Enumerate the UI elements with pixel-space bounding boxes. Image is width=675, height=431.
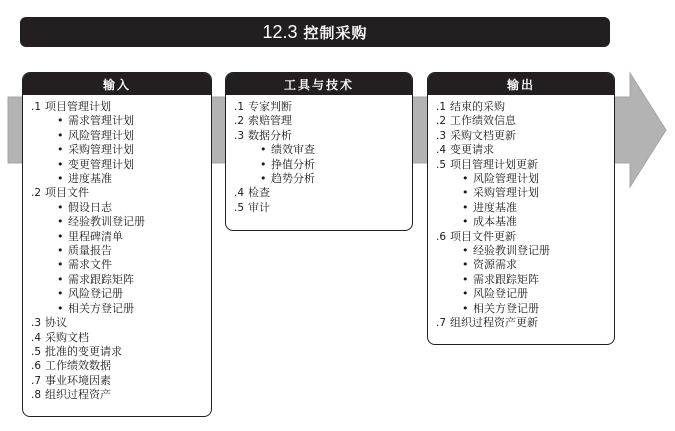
item-label: 数据分析 <box>248 128 292 142</box>
inputs-sub-item <box>31 172 205 186</box>
sub-item-label: 风险管理计划 <box>473 172 539 186</box>
sub-item-label: 挣值分析 <box>271 157 315 171</box>
sub-item-label: 变更管理计划 <box>68 157 134 171</box>
outputs-sub-item <box>436 258 608 272</box>
outputs-list <box>428 95 614 335</box>
sub-item-label: 相关方登记册 <box>473 301 539 315</box>
inputs-item <box>31 345 205 359</box>
sub-item-label: 需求跟踪矩阵 <box>473 272 539 286</box>
item-label: 结束的采购 <box>450 100 505 113</box>
inputs-box <box>22 72 212 417</box>
process-title-bar <box>20 17 610 47</box>
item-number: .8 <box>31 389 42 402</box>
sub-item-label: 假设日志 <box>68 200 112 214</box>
inputs-sub-item <box>31 273 205 287</box>
sub-item-label: 需求文件 <box>68 258 112 272</box>
outputs-sub-item <box>436 244 608 258</box>
item-label: 变更请求 <box>450 143 494 157</box>
sub-item-label: 趋势分析 <box>271 172 315 186</box>
inputs-item <box>31 100 205 114</box>
item-label: 组织过程资产更新 <box>450 316 538 330</box>
inputs-item <box>31 186 205 200</box>
bullet-icon: • <box>462 172 469 186</box>
inputs-sub-item <box>31 287 205 301</box>
sub-item-label: 经验教训登记册 <box>473 244 550 258</box>
sub-item-label: 成本基准 <box>473 215 517 229</box>
item-number: .6 <box>31 360 42 373</box>
bullet-icon: • <box>57 229 64 243</box>
sub-item-label: 需求管理计划 <box>68 114 134 128</box>
bullet-icon: • <box>57 157 64 171</box>
item-number: .5 <box>31 345 42 358</box>
bullet-icon: • <box>462 215 469 229</box>
item-label: 专家判断 <box>248 100 292 113</box>
item-number: .1 <box>436 101 447 113</box>
bullet-icon: • <box>57 272 64 286</box>
item-label: 批准的变更请求 <box>45 344 122 358</box>
sub-item-label: 进度基准 <box>473 200 517 214</box>
outputs-box <box>427 72 615 345</box>
item-number: .6 <box>436 230 447 243</box>
outputs-header: 输出 <box>428 73 614 95</box>
tools-list <box>226 95 412 219</box>
sub-item-label: 里程碑清单 <box>68 229 123 243</box>
inputs-list <box>23 95 211 407</box>
tools-sub-item <box>234 158 406 172</box>
inputs-sub-item <box>31 129 205 143</box>
outputs-sub-item <box>436 215 608 229</box>
item-number: .2 <box>234 115 245 128</box>
sub-item-label: 采购管理计划 <box>68 143 134 157</box>
bullet-icon: • <box>260 157 267 171</box>
bullet-icon: • <box>57 244 64 258</box>
outputs-item <box>436 114 608 128</box>
inputs-header: 输入 <box>23 73 211 95</box>
inputs-item <box>31 359 205 373</box>
item-number: .4 <box>234 187 245 200</box>
item-number: .5 <box>234 201 245 214</box>
bullet-icon: • <box>260 172 267 186</box>
bullet-icon: • <box>57 200 64 214</box>
tools-item <box>234 114 406 128</box>
inputs-item <box>31 316 205 330</box>
bullet-icon: • <box>57 287 64 301</box>
item-label: 组织过程资产 <box>45 388 111 402</box>
outputs-sub-item <box>436 273 608 287</box>
item-number: .4 <box>31 331 42 344</box>
item-label: 项目文件 <box>45 186 89 200</box>
inputs-sub-item <box>31 258 205 272</box>
bullet-icon: • <box>57 143 64 157</box>
sub-item-label: 风险登记册 <box>473 287 528 301</box>
bullet-icon: • <box>57 172 64 186</box>
item-label: 工作绩效数据 <box>45 359 111 373</box>
bullet-icon: • <box>462 186 469 200</box>
outputs-sub-item <box>436 201 608 215</box>
item-label: 协议 <box>45 316 67 330</box>
outputs-item <box>436 100 608 114</box>
inputs-sub-item <box>31 302 205 316</box>
tools-item <box>234 100 406 114</box>
item-label: 工作绩效信息 <box>450 114 516 128</box>
sub-item-label: 需求跟踪矩阵 <box>68 272 134 286</box>
tools-box <box>225 72 413 231</box>
bullet-icon: • <box>57 301 64 315</box>
item-number: .2 <box>436 115 447 128</box>
outputs-item <box>436 129 608 143</box>
bullet-icon: • <box>57 215 64 229</box>
outputs-sub-item <box>436 172 608 186</box>
outputs-sub-item <box>436 302 608 316</box>
item-label: 采购文档更新 <box>450 128 516 142</box>
outputs-item <box>436 230 608 244</box>
sub-item-label: 风险登记册 <box>68 287 123 301</box>
inputs-sub-item <box>31 201 205 215</box>
outputs-item <box>436 143 608 157</box>
process-number: 12.3 <box>262 21 298 42</box>
item-number: .3 <box>31 317 42 330</box>
outputs-item <box>436 316 608 330</box>
outputs-item <box>436 158 608 172</box>
bullet-icon: • <box>462 287 469 301</box>
process-title: 控制采购 <box>303 23 368 42</box>
item-number: .5 <box>436 158 447 171</box>
outputs-sub-item <box>436 186 608 200</box>
item-label: 审计 <box>248 200 270 214</box>
tools-sub-item <box>234 143 406 157</box>
item-label: 项目管理计划更新 <box>450 157 538 171</box>
bullet-icon: • <box>57 128 64 142</box>
tools-sub-item <box>234 172 406 186</box>
sub-item-label: 风险管理计划 <box>68 128 134 142</box>
bullet-icon: • <box>462 258 469 272</box>
sub-item-label: 进度基准 <box>68 172 112 186</box>
item-number: .7 <box>436 317 447 330</box>
tools-item <box>234 201 406 215</box>
tools-header: 工具与技术 <box>226 73 412 95</box>
bullet-icon: • <box>462 244 469 258</box>
inputs-sub-item <box>31 215 205 229</box>
bullet-icon: • <box>57 114 64 128</box>
inputs-sub-item <box>31 143 205 157</box>
item-number: .1 <box>234 101 245 113</box>
sub-item-label: 资源需求 <box>473 258 517 272</box>
item-label: 项目管理计划 <box>45 100 111 113</box>
bullet-icon: • <box>57 258 64 272</box>
inputs-item <box>31 331 205 345</box>
inputs-sub-item <box>31 244 205 258</box>
bullet-icon: • <box>462 272 469 286</box>
tools-item <box>234 186 406 200</box>
item-number: .3 <box>436 129 447 142</box>
item-number: .2 <box>31 187 42 200</box>
bullet-icon: • <box>462 301 469 315</box>
inputs-sub-item <box>31 158 205 172</box>
item-label: 检查 <box>248 186 270 200</box>
sub-item-label: 采购管理计划 <box>473 186 539 200</box>
item-label: 项目文件更新 <box>450 229 516 243</box>
item-label: 采购文档 <box>45 330 89 344</box>
item-number: .3 <box>234 129 245 142</box>
inputs-item <box>31 388 205 402</box>
item-number: .4 <box>436 144 447 157</box>
item-label: 索赔管理 <box>248 114 292 128</box>
sub-item-label: 相关方登记册 <box>68 301 134 315</box>
sub-item-label: 绩效审查 <box>271 143 315 157</box>
sub-item-label: 质量报告 <box>68 244 112 258</box>
bullet-icon: • <box>462 200 469 214</box>
item-label: 事业环境因素 <box>45 373 111 387</box>
inputs-sub-item <box>31 114 205 128</box>
item-number: .7 <box>31 374 42 387</box>
inputs-sub-item <box>31 230 205 244</box>
item-number: .1 <box>31 101 42 113</box>
tools-item <box>234 129 406 143</box>
inputs-item <box>31 374 205 388</box>
sub-item-label: 经验教训登记册 <box>68 215 145 229</box>
bullet-icon: • <box>260 143 267 157</box>
outputs-sub-item <box>436 287 608 301</box>
